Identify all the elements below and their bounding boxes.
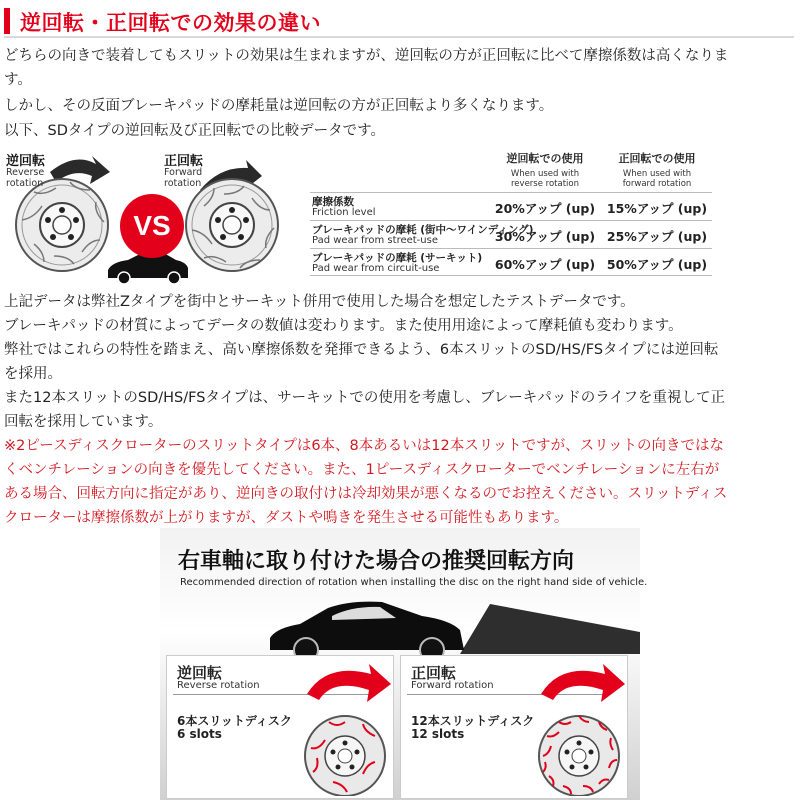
row-label: ブレーキパッドの摩耗 (街中〜ワインディング): [312, 224, 534, 236]
cell-forward: 25%アップ (up): [606, 229, 708, 244]
disc-reverse-icon: [16, 179, 108, 271]
car-motion-illustration: [160, 592, 640, 656]
disc-12-slot-icon: [521, 664, 625, 796]
intro-line: しかし、その反面ブレーキパッドの摩耗量は逆回転の方が正回転より多くなります。: [4, 98, 554, 114]
label-reverse-en: rotation: [6, 178, 44, 189]
cell-reverse: 60%アップ (up): [494, 257, 596, 272]
intro-line: どちらの向きで装着してもスリットの効果は生まれますが、逆回転の方が正回転に比べて摩擦係数は高くなりま: [4, 48, 729, 64]
box-title: 正回転: [411, 664, 457, 682]
box-subtitle: Reverse rotation: [177, 680, 260, 691]
disc-6-slot-icon: [287, 664, 391, 796]
body-line: 回転を採用しています。: [4, 414, 163, 430]
recommended-direction-panel: [160, 528, 648, 800]
panel-title: 右車軸に取り付けた場合の推奨回転方向: [178, 549, 575, 574]
box-subtitle: Forward rotation: [411, 680, 494, 691]
cell-reverse: 30%アップ (up): [494, 229, 596, 244]
column-header-reverse: [490, 150, 600, 189]
disc-type-label: 12本スリットディスク: [411, 714, 535, 728]
body-line: 上記データは弊社Zタイプを街中とサーキット併用で使用した場合を想定したテストデータです。: [4, 294, 635, 310]
vs-badge: VS: [120, 194, 184, 258]
row-label: ブレーキパッドの摩耗 (サーキット): [312, 252, 483, 264]
car-side-icon: [270, 602, 464, 656]
cell-forward: 15%アップ (up): [606, 201, 708, 216]
disc-type-label-en: 12 slots: [411, 727, 465, 741]
column-header-label: 正回転での使用: [618, 152, 696, 165]
table-row: [310, 248, 712, 276]
note-line: くベンチレーションの向きを優先してください。また、1ピースディスクローターでベンチレーションに左右が: [4, 462, 720, 478]
note-line: クローターは摩擦係数が上がりますが、ダストや鳴きを発生させる可能性もあります。: [4, 510, 569, 526]
column-header-en: reverse rotation: [511, 179, 579, 189]
row-label: 摩擦係数: [312, 196, 354, 208]
row-label-en: Pad wear from circuit-use: [312, 263, 440, 274]
panel-subtitle: Recommended direction of rotation when installing the disc on the right hand side of vehicle.: [180, 577, 648, 588]
note-line: ある場合、回転方向に指定があり、逆向きの取付けは冷却効果が悪くなるのでお控えください。スリットディス: [4, 486, 728, 502]
page-title: 逆回転・正回転での効果の違い: [20, 11, 321, 35]
reverse-rotation-box: [166, 655, 394, 799]
body-line: 弊社ではこれらの特性を踏まえ、高い摩擦係数を発揮できるよう、6本スリットのSD/HS/FSタイプには逆回転: [4, 342, 719, 358]
cell-reverse: 20%アップ (up): [494, 201, 596, 216]
intro-line: 以下、SDタイプの逆回転及び正回転での比較データです。: [4, 123, 385, 139]
title-accent-bar: [4, 8, 10, 34]
cell-forward: 50%アップ (up): [606, 257, 708, 272]
column-header-forward: [602, 150, 712, 189]
intro-line: す。: [4, 72, 32, 88]
body-line: ブレーキパッドの材質によってデータの数値は変わります。また使用用途によって摩耗値も変わります。: [4, 318, 683, 334]
label-forward-en: rotation: [164, 178, 202, 189]
note-line: ※2ピースディスクローターのスリットタイプは6本、8本あるいは12本スリットですが、スリットの向きではな: [4, 438, 725, 454]
column-header-en: forward rotation: [622, 179, 692, 189]
table-row: [310, 192, 712, 219]
table-row: [310, 220, 712, 247]
label-reverse: 逆回転: [6, 154, 46, 169]
disc-type-label-en: 6 slots: [177, 727, 222, 741]
forward-rotation-box: [400, 655, 628, 799]
disc-type-label: 6本スリットディスク: [177, 714, 292, 728]
box-title: 逆回転: [177, 664, 223, 682]
column-header-en: When used with: [622, 169, 692, 179]
row-label-en: Friction level: [312, 207, 376, 218]
body-line: を採用。: [4, 366, 62, 382]
label-forward-en: Forward: [164, 167, 203, 178]
row-label-en: Pad wear from street-use: [312, 235, 438, 246]
column-header-en: When used with: [510, 169, 580, 179]
section-header: [4, 6, 794, 38]
body-line: また12本スリットのSD/HS/FSタイプは、サーキットでの使用を考慮し、ブレーキパッドのライフを重視して正: [4, 390, 725, 406]
label-forward: 正回転: [164, 154, 204, 169]
label-reverse-en: Reverse: [6, 167, 45, 178]
disc-forward-icon: [186, 179, 278, 271]
column-header-label: 逆回転での使用: [506, 152, 584, 165]
